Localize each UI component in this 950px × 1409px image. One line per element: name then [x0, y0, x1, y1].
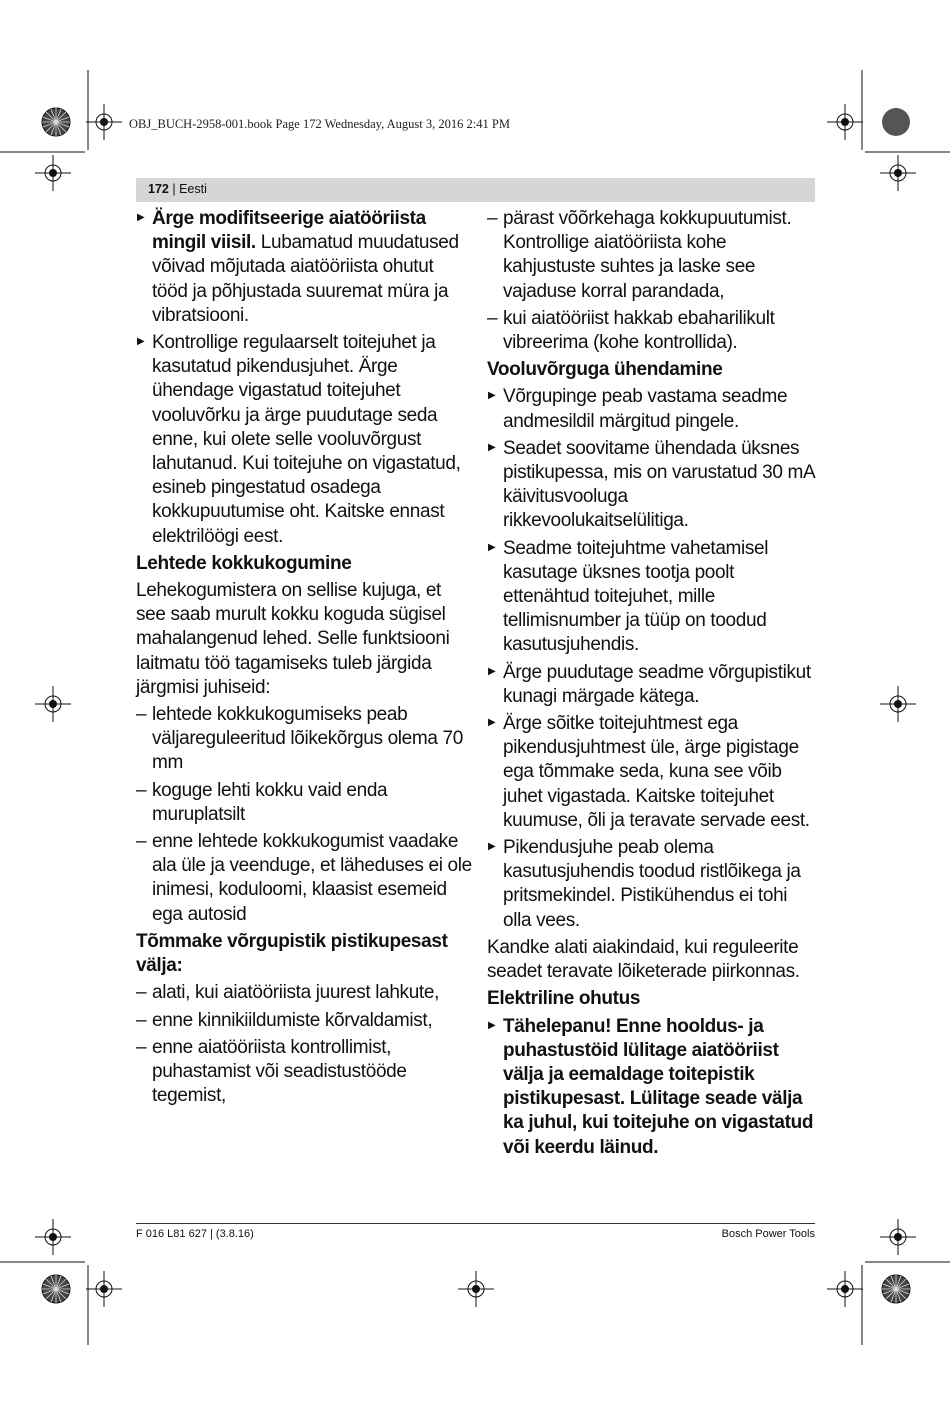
bullet-text: Lubamatud muudatused võivad mõjutada aiatööriista ohutut tööd ja põhjustada suuremat müra ja vibratsiooni. — [152, 232, 459, 326]
crosshair-mark-icon — [880, 155, 916, 191]
dash-item: – kui aiatööriist hakkab ebaharilikult vibreerima (kohe kontrollida). — [487, 307, 817, 355]
footer-brand: Bosch Power Tools — [721, 1228, 815, 1240]
footer-divider — [136, 1223, 815, 1224]
left-column — [136, 207, 472, 1111]
crosshair-mark-icon — [35, 155, 71, 191]
bullet-item: ▶ Võrgupinge peab vastama seadme andmesildil märgitud pingele. — [487, 385, 817, 433]
dash-item: – enne kinnikiildumiste kõrvaldamist, — [136, 1009, 472, 1033]
bullet-item: ▶ Ärge puudutage seadme võrgupistikut kunagi märgade kätega. — [487, 661, 817, 709]
dash-item: – lehtede kokkukogumiseks peab väljareguleeritud lõikekõrgus olema 70 mm — [136, 703, 472, 776]
bullet-item — [136, 207, 472, 328]
bullet-item: ▶ Seadet soovitame ühendada üksnes pistikupessa, mis on varustatud 30 mA käivitusvooluga rikkevoolukaitselülitiga. — [487, 437, 817, 534]
dash-item: – enne aiatööriista kontrollimist, puhastamist või seadistustööde tegemist, — [136, 1036, 472, 1109]
dash-item: – pärast võõrkehaga kokkupuutumist. Kontrollige aiatööriista kohe kahjustuste suhtes ja laske see vajaduse korral parandada, — [487, 207, 817, 304]
bullet-bold-text: Ärge modifitseerige aiatööriista mingil viisil. — [152, 208, 426, 254]
bullet-item: ▶ Seadme toitejuhtme vahetamisel kasutage üksnes tootja poolt ettenähtud toitejuhet, mille tellimisnumber ja tüüp on toodud kasutusjuhendis. — [487, 537, 817, 658]
footer-document-code: F 016 L81 627 | (3.8.16) — [136, 1228, 254, 1240]
crosshair-mark-icon — [86, 1271, 122, 1307]
page-header — [148, 182, 207, 196]
right-column — [487, 207, 817, 1163]
crosshair-mark-icon — [827, 104, 863, 140]
crosshair-mark-icon — [86, 104, 122, 140]
dash-item: – alati, kui aiatööriista juurest lahkute, — [136, 981, 472, 1005]
crosshair-mark-icon — [827, 1271, 863, 1307]
section-heading: Tõmmake võrgupistik pistikupesast välja: — [136, 930, 448, 977]
page-number: 172 — [148, 182, 169, 196]
registration-disc-icon — [882, 108, 910, 136]
crosshair-mark-icon — [880, 1219, 916, 1255]
print-slug-line: OBJ_BUCH-2958-001.book Page 172 Wednesday, August 3, 2016 2:41 PM — [129, 117, 510, 131]
section-heading: Lehtede kokkukogumine — [136, 552, 352, 574]
crosshair-mark-icon — [35, 1219, 71, 1255]
bullet-item: ▶ Kontrollige regulaarselt toitejuhet ja kasutatud pikendusjuhet. Ärge ühendage vigastatud toitejuhet vooluvõrku ja ärge puudutage seda enne, kui olete selle vooluvõrgust lahutanud. Kui toitejuhe on vigastatud, esineb pingestatud osadega kokkupuutumise oht. Kaitske ennast elektrilöögi eest. — [136, 331, 472, 549]
registration-target-icon — [882, 1275, 910, 1303]
registration-target-icon — [42, 108, 70, 136]
section-heading: Vooluvõrguga ühendamine — [487, 359, 723, 381]
section-heading: Elektriline ohutus — [487, 988, 641, 1010]
crosshair-mark-icon — [880, 686, 916, 722]
page-header-bar — [136, 178, 815, 202]
dash-item: – enne lehtede kokkukogumist vaadake ala üle ja veenduge, et läheduses ei ole inimesi, koduloomi, klaasist esemeid ega autosid — [136, 830, 472, 927]
header-separator: | — [168, 182, 180, 196]
bullet-item: ▶ Pikendusjuhe peab olema kasutusjuhendis toodud ristlõikega ja pritsmekindel. Pistikühendus ei tohi olla vees. — [487, 836, 817, 933]
bullet-item: ▶ Ärge sõitke toitejuhtmest ega pikendusjuhtmest üle, ärge pigistage ega tõmmake seda, kuna see võib juhet vigastada. Kaitske toitejuhet kuumuse, õli ja teravate servade eest. — [487, 712, 817, 833]
registration-target-icon — [42, 1275, 70, 1303]
crosshair-mark-icon — [35, 686, 71, 722]
header-language: Eesti — [179, 182, 207, 196]
warning-bullet-item: ▶ Tähelepanu! Enne hooldus- ja puhastustöid lülitage aiatööriist välja ja eemaldage toitepistik pistikupesast. Lülitage seade välja ka juhul, kui toitejuhe on vigastatud või keerdu läinud. — [487, 1015, 817, 1160]
crosshair-mark-icon — [458, 1271, 494, 1307]
dash-item: – koguge lehti kokku vaid enda muruplatsilt — [136, 779, 472, 827]
paragraph: Kandke alati aiakindaid, kui reguleerite seadet teravate lõiketerade piirkonnas. — [487, 936, 800, 983]
paragraph: Lehekogumistera on sellise kujuga, et see saab murult kokku koguda sügisel mahalangenud lehed. Selle funktsiooni laitmatu töö tagamiseks tuleb järgida järgmisi juhiseid: — [136, 580, 450, 698]
